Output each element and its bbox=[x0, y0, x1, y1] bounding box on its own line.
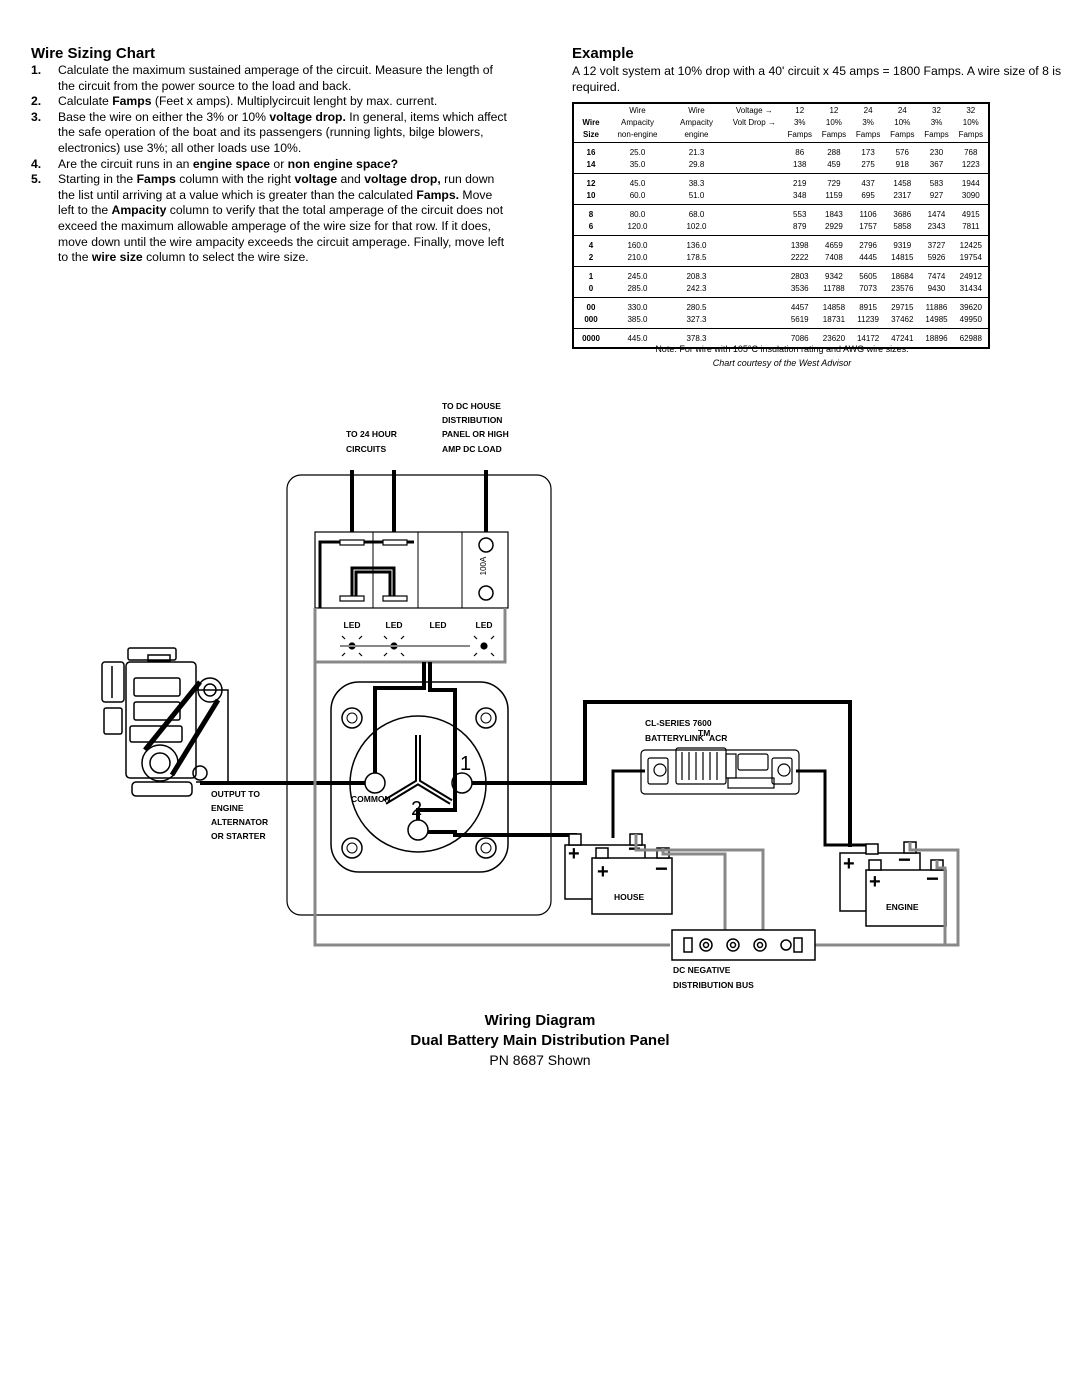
table-row bbox=[573, 251, 989, 267]
table-cell: 553 bbox=[793, 209, 807, 219]
bus-label-2: DISTRIBUTION BUS bbox=[673, 980, 754, 990]
table-cell: 219 bbox=[793, 178, 807, 188]
table-header-cell: Wire bbox=[629, 105, 646, 115]
table-cell: 2222 bbox=[790, 252, 809, 262]
table-cell: 3727 bbox=[927, 240, 946, 250]
dc-negative-bus bbox=[672, 930, 815, 960]
table-cell: 9430 bbox=[927, 283, 946, 293]
table-cell bbox=[726, 313, 783, 329]
table-cell: 3536 bbox=[790, 283, 809, 293]
table-cell: 47241 bbox=[891, 333, 914, 343]
table-cell: 1757 bbox=[859, 221, 877, 231]
table-cell: 29715 bbox=[891, 302, 914, 312]
house-plus-back: + bbox=[568, 843, 580, 865]
table-header bbox=[573, 103, 989, 143]
table-cell: 210.0 bbox=[627, 252, 648, 262]
table-cell: 4915 bbox=[961, 209, 980, 219]
table-cell: 5926 bbox=[927, 252, 946, 262]
wiring-diagram bbox=[0, 390, 1080, 1000]
table-cell: 695 bbox=[861, 190, 875, 200]
table-cell: 39620 bbox=[959, 302, 982, 312]
table-cell: 327.3 bbox=[686, 314, 707, 324]
battery-switch bbox=[331, 682, 508, 872]
table-cell: 6 bbox=[588, 221, 594, 231]
step-number: 2. bbox=[31, 94, 42, 109]
engine-minus-front: − bbox=[926, 866, 939, 891]
table-cell: 173 bbox=[861, 147, 875, 157]
table-cell: 21.3 bbox=[688, 147, 705, 157]
table-header-cell: 24 bbox=[897, 105, 907, 115]
breaker-rating: 100A bbox=[479, 556, 488, 576]
table-header-cell: Famps bbox=[855, 129, 881, 139]
engine-plus-front: + bbox=[869, 871, 881, 893]
table-cell: 11239 bbox=[857, 314, 879, 324]
step-text: Calculate the maximum sustained amperage of the circuit. Measure the length of the circuit from the power source to the load and back. bbox=[58, 63, 493, 93]
engine-label: ENGINE bbox=[886, 902, 919, 912]
table-cell: 348 bbox=[793, 190, 807, 200]
table-cell: 14858 bbox=[822, 302, 846, 312]
engine-plus-back: + bbox=[843, 853, 855, 875]
table-cell: 245.0 bbox=[627, 271, 648, 281]
table-header-cell: Famps bbox=[958, 129, 984, 139]
table-cell bbox=[726, 298, 783, 314]
label-to-24-hour-1: TO 24 HOUR bbox=[346, 429, 397, 439]
table-cell: 3686 bbox=[893, 209, 912, 219]
table-header-cell: Ampacity bbox=[621, 117, 654, 127]
label-to-dc-house-1: TO DC HOUSE bbox=[442, 401, 501, 411]
instruction-list bbox=[31, 63, 511, 266]
house-minus-front: − bbox=[655, 856, 668, 881]
acr-label-3: ACR bbox=[709, 733, 728, 743]
table-cell: 729 bbox=[827, 178, 841, 188]
led-label-3: LED bbox=[429, 620, 447, 630]
table-row bbox=[573, 313, 989, 329]
table-cell: 00 bbox=[586, 302, 596, 312]
table-cell bbox=[726, 251, 783, 267]
table-header-cell bbox=[726, 128, 783, 143]
table-cell: 4457 bbox=[790, 302, 809, 312]
table-cell: 102.0 bbox=[686, 221, 707, 231]
table-cell: 7086 bbox=[790, 333, 809, 343]
table-cell: 288 bbox=[827, 147, 841, 157]
house-minus-back: − bbox=[628, 836, 641, 861]
caption-subtitle: Dual Battery Main Distribution Panel bbox=[410, 1032, 670, 1049]
table-cell: 19754 bbox=[959, 252, 982, 262]
example-title: Example bbox=[572, 45, 634, 62]
engine-minus-back: − bbox=[898, 847, 911, 872]
table-cell: 51.0 bbox=[688, 190, 705, 200]
table-row bbox=[573, 189, 989, 205]
table-header-cell: 32 bbox=[966, 105, 976, 115]
table-cell: 80.0 bbox=[629, 209, 646, 219]
table-cell: 1398 bbox=[790, 240, 809, 250]
table-row bbox=[573, 220, 989, 236]
table-cell: 367 bbox=[929, 159, 944, 169]
table-cell: 768 bbox=[964, 147, 978, 157]
table-cell: 3090 bbox=[961, 190, 980, 200]
table-row bbox=[573, 158, 989, 174]
table-header-cell: 3% bbox=[793, 117, 806, 127]
table-cell: 1223 bbox=[961, 159, 980, 169]
table-cell: 14 bbox=[586, 159, 596, 169]
table-cell: 330.0 bbox=[627, 302, 648, 312]
table-header-cell: 24 bbox=[863, 105, 873, 115]
output-label-4: OR STARTER bbox=[211, 831, 266, 841]
table-header-cell: 12 bbox=[829, 105, 839, 115]
table-cell: 18684 bbox=[891, 271, 914, 281]
table-cell: 18731 bbox=[822, 314, 846, 324]
caption-part-number: PN 8687 Shown bbox=[489, 1052, 591, 1068]
table-header-cell: Ampacity bbox=[680, 117, 713, 127]
table-cell: 31434 bbox=[959, 283, 982, 293]
example-text: A 12 volt system at 10% drop with a 40' circuit x 45 amps = 1800 Famps. A wire size of 8 is required. bbox=[572, 64, 1062, 94]
table-note: Note: For wire with 105°C insulation rating and AWG wire sizes. bbox=[655, 344, 909, 354]
table-header-cell bbox=[573, 103, 608, 116]
switch-position-1: 1 bbox=[460, 753, 472, 775]
table-cell: 38.3 bbox=[688, 178, 705, 188]
table-cell: 230 bbox=[929, 147, 944, 157]
breaker-block bbox=[315, 532, 508, 608]
step-text: Base the wire on either the 3% or 10% voltage drop. In general, items which affect the safe operation of the boat and its passengers (running lights, bilge blowers, electronics) use 3%; all other loads use 10%. bbox=[58, 109, 507, 155]
table-cell: 1106 bbox=[859, 209, 877, 219]
table-cell: 385.0 bbox=[627, 314, 648, 324]
table-cell: 2 bbox=[588, 252, 594, 262]
table-cell: 918 bbox=[895, 159, 909, 169]
led-label-4: LED bbox=[475, 620, 493, 630]
table-cell: 4659 bbox=[825, 240, 843, 250]
step-number: 4. bbox=[31, 156, 42, 171]
table-header-row bbox=[573, 103, 989, 116]
table-cell: 000 bbox=[584, 314, 598, 324]
table-cell: 45.0 bbox=[629, 178, 646, 188]
table-cell: 178.5 bbox=[686, 252, 707, 262]
table-cell: 35.0 bbox=[629, 159, 646, 169]
table-row-group bbox=[573, 236, 989, 267]
table-cell bbox=[726, 282, 783, 298]
table-courtesy: Chart courtesy of the West Advisor bbox=[712, 358, 852, 368]
table-cell: 0000 bbox=[582, 333, 600, 343]
table-cell bbox=[726, 267, 783, 283]
table-cell: 2317 bbox=[893, 190, 912, 200]
table-header-cell: Wire bbox=[688, 105, 705, 115]
led-row bbox=[315, 608, 505, 662]
table-header-cell: Wire bbox=[582, 117, 600, 127]
table-cell: 2343 bbox=[927, 221, 946, 231]
table-cell: 576 bbox=[895, 147, 909, 157]
table-row bbox=[573, 205, 989, 221]
house-plus-front: + bbox=[597, 861, 609, 883]
table-cell: 242.3 bbox=[686, 283, 707, 293]
table-header-cell: non-engine bbox=[617, 129, 658, 139]
table-row-group bbox=[573, 298, 989, 329]
table-cell: 7073 bbox=[859, 283, 877, 293]
table-row-group bbox=[573, 205, 989, 236]
output-label-3: ALTERNATOR bbox=[211, 817, 269, 827]
table-row bbox=[573, 298, 989, 314]
step-number: 1. bbox=[31, 63, 42, 77]
table-cell: 1159 bbox=[825, 190, 843, 200]
table-cell: 1843 bbox=[825, 209, 843, 219]
table-cell: 1458 bbox=[893, 178, 912, 188]
table-row bbox=[573, 267, 989, 283]
table-cell: 208.3 bbox=[686, 271, 707, 281]
table-row-group bbox=[573, 143, 989, 174]
table-cell: 2929 bbox=[825, 221, 843, 231]
table-cell: 927 bbox=[929, 190, 944, 200]
caption-title: Wiring Diagram bbox=[484, 1012, 596, 1029]
table-cell: 60.0 bbox=[629, 190, 646, 200]
table-cell: 459 bbox=[827, 159, 841, 169]
instruction-step bbox=[31, 94, 511, 110]
table-cell: 29.8 bbox=[688, 159, 705, 169]
table-header-cell: 3% bbox=[862, 117, 874, 127]
table-header-cell: Famps bbox=[821, 129, 847, 139]
table-row bbox=[573, 236, 989, 252]
table-cell: 275 bbox=[861, 159, 875, 169]
table-cell: 160.0 bbox=[627, 240, 648, 250]
table-cell: 583 bbox=[929, 178, 944, 188]
table-cell: 4 bbox=[588, 240, 594, 250]
table-cell: 285.0 bbox=[627, 283, 648, 293]
table-cell: 879 bbox=[793, 221, 807, 231]
table-header-cell: Size bbox=[582, 129, 599, 139]
table-cell: 14985 bbox=[925, 314, 948, 324]
step-text: Calculate Famps (Feet x amps). Multiplycircuit lenght by max. current. bbox=[58, 94, 438, 109]
acr-label-1: CL-SERIES 7600 bbox=[645, 718, 712, 728]
switch-position-2: 2 bbox=[411, 798, 423, 820]
table-cell: 7474 bbox=[927, 271, 946, 281]
table-header-cell: Famps bbox=[890, 129, 915, 139]
table-cell: 120.0 bbox=[627, 221, 648, 231]
table-row-group bbox=[573, 267, 989, 298]
table-cell: 0 bbox=[588, 283, 594, 293]
table-cell: 445.0 bbox=[627, 333, 648, 343]
table-cell: 14815 bbox=[891, 252, 914, 262]
common-label: COMMON bbox=[351, 794, 391, 804]
table-cell bbox=[726, 143, 783, 159]
table-cell: 86 bbox=[795, 147, 805, 157]
led-label-1: LED bbox=[343, 620, 361, 630]
table-header-cell: 10% bbox=[825, 117, 842, 127]
bus-label-1: DC NEGATIVE bbox=[673, 965, 731, 975]
table-cell: 8 bbox=[588, 209, 594, 219]
table-cell: 16 bbox=[586, 147, 596, 157]
instruction-step bbox=[31, 172, 511, 266]
table-cell: 1 bbox=[588, 271, 594, 281]
table-row-group bbox=[573, 174, 989, 205]
table-cell: 9319 bbox=[893, 240, 912, 250]
table-cell: 12425 bbox=[959, 240, 982, 250]
table-cell: 10 bbox=[586, 190, 596, 200]
output-label-1: OUTPUT TO bbox=[211, 789, 260, 799]
table-row bbox=[573, 174, 989, 190]
step-text: Starting in the Famps column with the right voltage and voltage drop, run down the list until arriving at a value which is greater than the calculated Famps. Move left to the Ampacity column to verify that the total amperage of the circuit does not exceed the maximum allowable amperage of the wire size for that row. If it does, move down until the wire ampacity exceeds the circuit amperage. Finally, move left to the wire size column to select the wire size. bbox=[58, 172, 505, 265]
table-cell: 1944 bbox=[961, 178, 980, 188]
table-cell: 7408 bbox=[825, 252, 843, 262]
table-cell bbox=[726, 158, 783, 174]
table-cell: 49950 bbox=[959, 314, 982, 324]
table-header-row bbox=[573, 116, 989, 128]
acr-wires bbox=[613, 771, 866, 845]
table-header-cell: Famps bbox=[924, 129, 949, 139]
table-cell: 5619 bbox=[790, 314, 809, 324]
step-number: 5. bbox=[31, 172, 42, 187]
table-cell: 4445 bbox=[859, 252, 877, 262]
label-to-dc-house-3: PANEL OR HIGH bbox=[442, 429, 509, 439]
table-cell: 12 bbox=[586, 178, 596, 188]
table-cell: 9342 bbox=[825, 271, 843, 281]
wire-sizing-table bbox=[572, 102, 990, 349]
table-cell: 62988 bbox=[959, 333, 982, 343]
table-cell: 37462 bbox=[891, 314, 914, 324]
table-cell: 23576 bbox=[891, 283, 914, 293]
table-cell: 5858 bbox=[893, 221, 912, 231]
table-cell: 437 bbox=[861, 178, 875, 188]
table-header-cell: 10% bbox=[894, 117, 911, 127]
table-cell bbox=[726, 220, 783, 236]
table-cell: 24912 bbox=[959, 271, 982, 281]
table-cell bbox=[726, 189, 783, 205]
table-cell: 8915 bbox=[859, 302, 877, 312]
table-cell: 1474 bbox=[927, 209, 946, 219]
feed-wires bbox=[352, 470, 486, 538]
table-cell: 136.0 bbox=[686, 240, 707, 250]
step-text: Are the circuit runs in an engine space or non engine space? bbox=[58, 156, 399, 171]
table-header-cell: Famps bbox=[787, 129, 812, 139]
table-cell: 14172 bbox=[856, 333, 880, 343]
table-header-cell: Voltage → bbox=[735, 105, 773, 115]
house-label: HOUSE bbox=[614, 892, 645, 902]
table-cell: 68.0 bbox=[688, 209, 705, 219]
table-cell: 2796 bbox=[859, 240, 877, 250]
table-cell bbox=[726, 236, 783, 252]
acr-label-2: BATTERYLINK bbox=[645, 733, 705, 743]
table-cell: 280.5 bbox=[686, 302, 707, 312]
label-to-dc-house-4: AMP DC LOAD bbox=[442, 444, 502, 454]
wire-sizing-chart-title: Wire Sizing Chart bbox=[31, 45, 156, 62]
label-to-24-hour-2: CIRCUITS bbox=[346, 444, 387, 454]
table-header-cell: 32 bbox=[932, 105, 941, 115]
led-label-2: LED bbox=[385, 620, 403, 630]
table-cell bbox=[726, 205, 783, 221]
table-header-cell: 12 bbox=[795, 105, 805, 115]
table-cell: 5605 bbox=[859, 271, 877, 281]
table-header-cell: engine bbox=[684, 129, 709, 139]
table-cell: 18896 bbox=[925, 333, 948, 343]
instruction-step bbox=[31, 157, 511, 173]
table-cell: 11788 bbox=[823, 283, 845, 293]
table-header-cell: Volt Drop → bbox=[732, 117, 776, 127]
table-row bbox=[573, 143, 989, 159]
table-cell: 11886 bbox=[925, 302, 948, 312]
table-cell: 7811 bbox=[962, 221, 980, 231]
table-cell: 2803 bbox=[790, 271, 809, 281]
instruction-step bbox=[31, 63, 511, 94]
step-number: 3. bbox=[31, 109, 42, 124]
label-to-dc-house-2: DISTRIBUTION bbox=[442, 415, 503, 425]
table-cell: 138 bbox=[793, 159, 807, 169]
table-cell: 25.0 bbox=[629, 147, 646, 157]
table-header-cell: 3% bbox=[930, 117, 943, 127]
instruction-step bbox=[31, 110, 511, 157]
acr-label-tm: TM bbox=[698, 728, 711, 738]
output-label-2: ENGINE bbox=[211, 803, 244, 813]
table-header-cell: 10% bbox=[962, 117, 979, 127]
table-cell: 23620 bbox=[822, 333, 846, 343]
table-cell bbox=[726, 174, 783, 190]
table-cell: 378.3 bbox=[686, 333, 707, 343]
table-header-row bbox=[573, 128, 989, 143]
engine-drawing bbox=[102, 648, 228, 796]
acr-device bbox=[641, 748, 799, 794]
table-row bbox=[573, 282, 989, 298]
